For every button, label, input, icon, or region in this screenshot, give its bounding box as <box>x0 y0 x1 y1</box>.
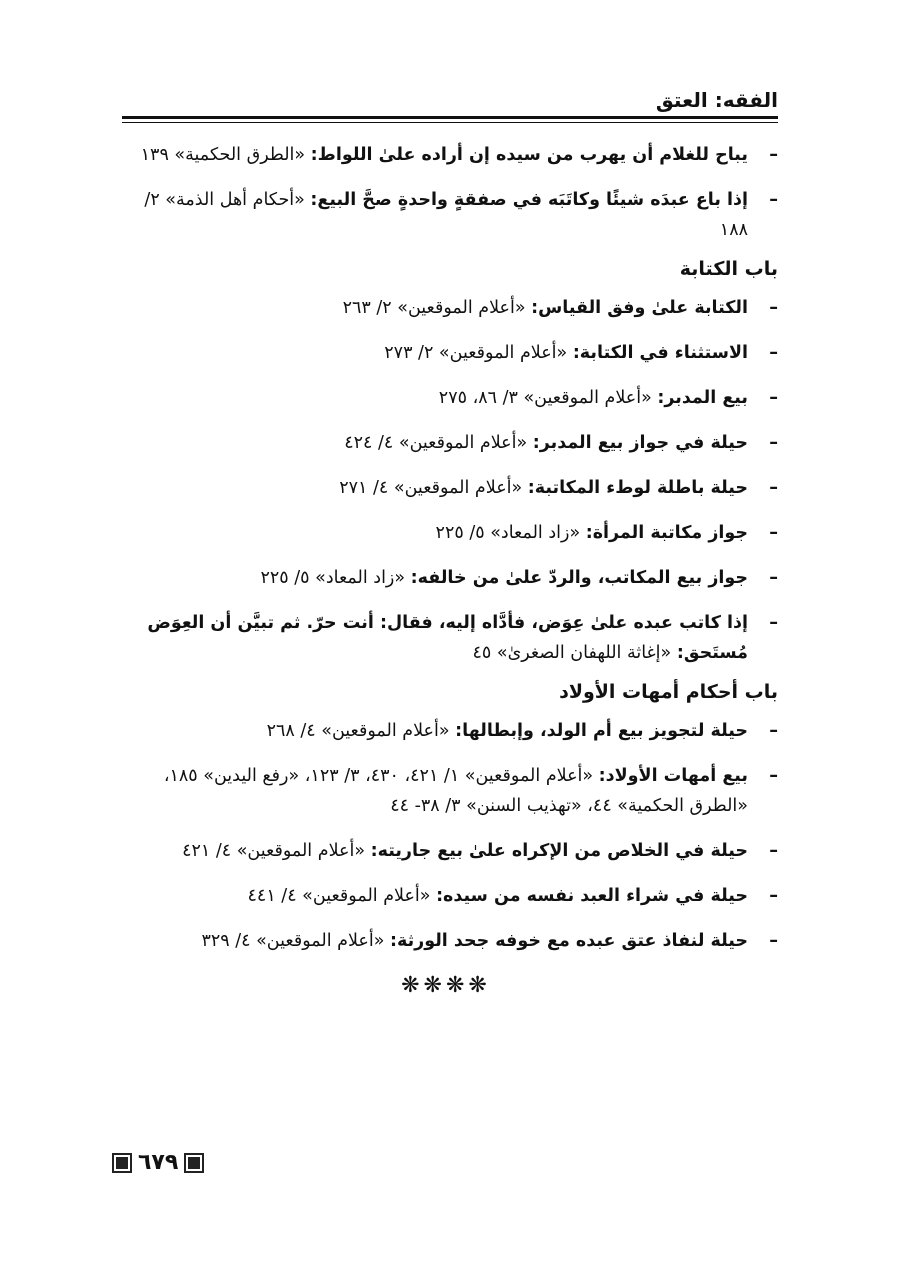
index-entry <box>114 185 778 245</box>
entry-dash-icon: – <box>769 343 778 363</box>
index-content <box>114 140 778 1001</box>
ornament-left-icon <box>112 1153 132 1173</box>
entry-reference: «إغاثة اللهفان الصغرىٰ» ٤٥ <box>472 643 677 663</box>
entry-reference: «أعلام الموقعين» ٢/ ٢٧٣ <box>384 343 573 363</box>
entry-reference: «أعلام الموقعين» ٤/ ٤٤١ <box>247 886 437 906</box>
index-entry <box>114 518 778 548</box>
entry-dash-icon: – <box>769 721 778 741</box>
entry-title: بيع أمهات الأولاد: <box>598 766 748 786</box>
section-separator: ❋❋❋❋ <box>401 973 491 998</box>
entry-dash-icon: – <box>769 190 778 210</box>
entry-reference: «أحكام أهل الذمة» ٢/ ١٨٨ <box>144 190 748 240</box>
header-rule-thick <box>122 116 778 119</box>
index-entry <box>114 761 778 821</box>
entry-title: إذا كاتب عبده علىٰ عِوَض، فأدَّاه إليه، فقال: أنت حرّ. ثم تبيَّن أن العِوَض مُستَحق: <box>147 613 748 663</box>
index-entry <box>114 383 778 413</box>
index-entry <box>114 338 778 368</box>
page-folio <box>112 1150 204 1175</box>
entry-title: حيلة في جواز بيع المدبر: <box>532 433 748 453</box>
index-entry <box>114 563 778 593</box>
entry-title: إذا باع عبدَه شيئًا وكاتَبَه في صفقةٍ واحدةٍ صحَّ البيع: <box>310 190 748 210</box>
entry-dash-icon: – <box>769 766 778 786</box>
entry-dash-icon: – <box>769 298 778 318</box>
ornament-right-icon <box>184 1153 204 1173</box>
entry-reference: «أعلام الموقعين» ٤/ ٢٧١ <box>339 478 528 498</box>
entry-title: حيلة لتجويز بيع أم الولد، وإبطالها: <box>455 721 748 741</box>
entry-title: يباح للغلام أن يهرب من سيده إن أراده علىٰ اللواط: <box>310 145 748 165</box>
entry-dash-icon: – <box>769 523 778 543</box>
entry-reference: «أعلام الموقعين» ٤/ ٣٢٩ <box>201 931 390 951</box>
entry-title: الكتابة علىٰ وفق القياس: <box>531 298 748 318</box>
entry-dash-icon: – <box>769 886 778 906</box>
entry-reference: «أعلام الموقعين» ٢/ ٢٦٣ <box>342 298 532 318</box>
entry-dash-icon: – <box>769 841 778 861</box>
index-entry <box>114 293 778 323</box>
entry-title: حيلة باطلة لوطء المكاتبة: <box>527 478 748 498</box>
entry-reference: «زاد المعاد» ٥/ ٢٢٥ <box>435 523 586 543</box>
entry-reference: «أعلام الموقعين» ٤/ ٢٦٨ <box>266 721 456 741</box>
entry-reference: «أعلام الموقعين» ٤/ ٤٢٤ <box>344 433 533 453</box>
section-heading: باب أحكام أمهات الأولاد <box>559 681 778 703</box>
entry-dash-icon: – <box>769 613 778 633</box>
entry-reference: «زاد المعاد» ٥/ ٢٢٥ <box>260 568 411 588</box>
entry-dash-icon: – <box>769 145 778 165</box>
index-entry <box>114 608 778 668</box>
entry-reference: «أعلام الموقعين» ١/ ٤٢١، ٤٣٠، ٣/ ١٢٣، «رفع اليدين» ١٨٥، «الطرق الحكمية» ٤٤، «تهذيب السنن» ٣/ ٣٨- ٤٤ <box>163 766 748 816</box>
page-number: ٦٧٩ <box>138 1150 179 1175</box>
entry-reference: «الطرق الحكمية» ١٣٩ <box>140 145 311 165</box>
index-entry <box>114 140 778 170</box>
index-entry <box>114 836 778 866</box>
entry-title: جواز مكاتبة المرأة: <box>585 523 748 543</box>
running-head: الفقه: العتق <box>655 88 778 112</box>
entry-dash-icon: – <box>769 568 778 588</box>
index-entry <box>114 428 778 458</box>
header-rule-thin <box>122 122 778 123</box>
entry-dash-icon: – <box>769 931 778 951</box>
entry-title: حيلة في شراء العبد نفسه من سيده: <box>436 886 748 906</box>
entry-title: جواز بيع المكاتب، والردّ علىٰ من خالفه: <box>410 568 748 588</box>
entry-reference: «أعلام الموقعين» ٤/ ٤٢١ <box>182 841 371 861</box>
entry-reference: «أعلام الموقعين» ٣/ ٨٦، ٢٧٥ <box>438 388 658 408</box>
entry-dash-icon: – <box>769 478 778 498</box>
entry-dash-icon: – <box>769 433 778 453</box>
entry-title: بيع المدبر: <box>657 388 748 408</box>
index-entry <box>114 881 778 911</box>
entry-dash-icon: – <box>769 388 778 408</box>
entry-title: الاستثناء في الكتابة: <box>572 343 748 363</box>
entry-title: حيلة في الخلاص من الإكراه علىٰ بيع جاريته: <box>370 841 748 861</box>
index-entry <box>114 473 778 503</box>
index-entry <box>114 926 778 956</box>
section-heading: باب الكتابة <box>679 258 778 280</box>
index-entry <box>114 716 778 746</box>
entry-title: حيلة لنفاذ عتق عبده مع خوفه جحد الورثة: <box>389 931 748 951</box>
